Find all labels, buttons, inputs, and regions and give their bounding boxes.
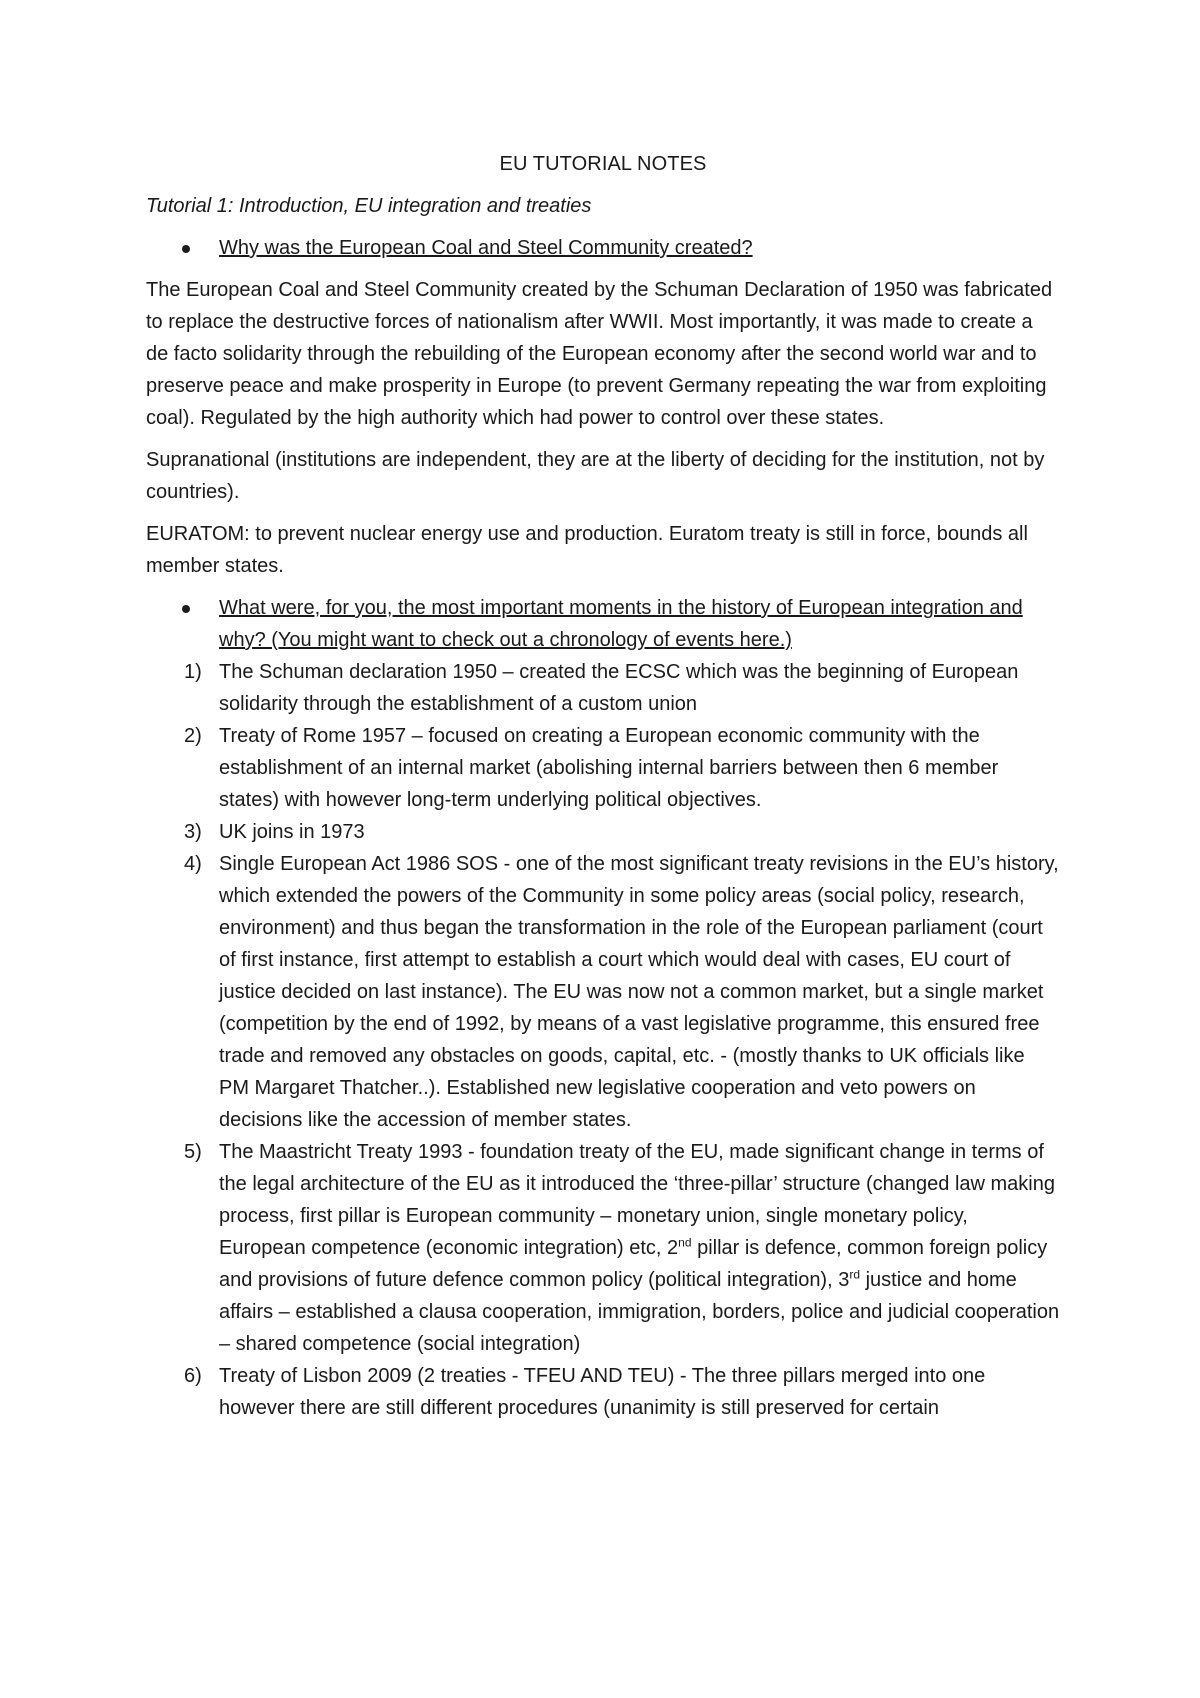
list-item — [146, 816, 1060, 848]
list-item-number: 1) — [184, 661, 202, 683]
list-item-number: 2) — [184, 725, 202, 747]
events-list — [146, 656, 1060, 1424]
list-item — [146, 1360, 1060, 1424]
paragraph-supranational: Supranational (institutions are independent, they are at the liberty of deciding for the institution, not by countries). — [146, 449, 1045, 503]
list-item — [146, 656, 1060, 720]
document-title: EU TUTORIAL NOTES — [499, 153, 707, 175]
list-item-number: 6) — [184, 1365, 202, 1387]
paragraph-euratom: EURATOM: to prevent nuclear energy use and production. Euratom treaty is still in force, bounds all member states. — [146, 523, 1028, 577]
list-item-text: Treaty of Lisbon 2009 (2 treaties - TFEU AND TEU) - The three pillars merged into one however there are still different procedures (unanimity is still preserved for certain — [219, 1365, 986, 1419]
list-item-text: UK joins in 1973 — [219, 821, 365, 843]
superscript-rd: rd — [849, 1267, 861, 1282]
tutorial-subtitle: Tutorial 1: Introduction, EU integration and treaties — [146, 195, 592, 217]
bullet-dot-icon — [182, 245, 190, 253]
list-item — [146, 720, 1060, 816]
list-item-number: 3) — [184, 821, 202, 843]
list-item-text: The Schuman declaration 1950 – created the ECSC which was the beginning of European solidarity through the establishment of a custom union — [219, 661, 1019, 715]
question-bullet-1 — [146, 232, 1060, 264]
list-item-text: Single European Act 1986 SOS - one of the most significant treaty revisions in the EU’s history, which extended the powers of the Community in some policy areas (social policy, research, environment) and thus began the transformation in the role of the European parliament (court of first instance, first attempt to establish a court which would deal with cases, EU court of justice decided on last instance). The EU was now not a common market, but a single market (competition by the end of 1992, by means of a vast legislative programme, this ensured free trade and removed any obstacles on goods, capital, etc. - (mostly thanks to UK officials like PM Margaret Thatcher..). Established new legislative cooperation and veto powers on decisions like the accession of member states. — [219, 853, 1059, 1131]
bullet-dot-icon — [182, 605, 190, 613]
list-item-text-b: pillar is defence, common foreign policy and provisions of future defence common policy (political integration), 3 — [219, 1237, 1048, 1291]
list-item — [146, 848, 1060, 1136]
list-item-number: 4) — [184, 853, 202, 875]
paragraph-ecsc: The European Coal and Steel Community created by the Schuman Declaration of 1950 was fabricated to replace the destructive forces of nationalism after WWII. Most importantly, it was made to create a de facto solidarity through the rebuilding of the European economy after the second world war and to preserve peace and make prosperity in Europe (to prevent Germany repeating the war from exploiting coal). Regulated by the high authority which had power to control over these states. — [146, 279, 1053, 429]
question-bullet-2 — [146, 592, 1060, 656]
list-item-text-c: justice and home affairs – established a clausa cooperation, immigration, borders, police and judicial cooperation – shared competence (social integration) — [219, 1269, 1060, 1355]
superscript-nd: nd — [678, 1235, 692, 1250]
list-item — [146, 1136, 1060, 1360]
question-1: Why was the European Coal and Steel Community created? — [219, 237, 753, 259]
list-item-text: Treaty of Rome 1957 – focused on creating a European economic community with the establishment of an internal market (abolishing internal barriers between then 6 member states) with however long-term underlying political objectives. — [219, 725, 999, 811]
list-item-number: 5) — [184, 1141, 202, 1163]
list-item-text-a: The Maastricht Treaty 1993 - foundation treaty of the EU, made significant change in terms of the legal architecture of the EU as it introduced the ‘three-pillar’ structure (changed law making process, first pillar is European community – monetary union, single monetary policy, European competence (economic integration) etc, 2 — [219, 1141, 1055, 1259]
question-2: What were, for you, the most important moments in the history of European integration and why? (You might want to check out a chronology of events here.) — [219, 597, 1023, 651]
